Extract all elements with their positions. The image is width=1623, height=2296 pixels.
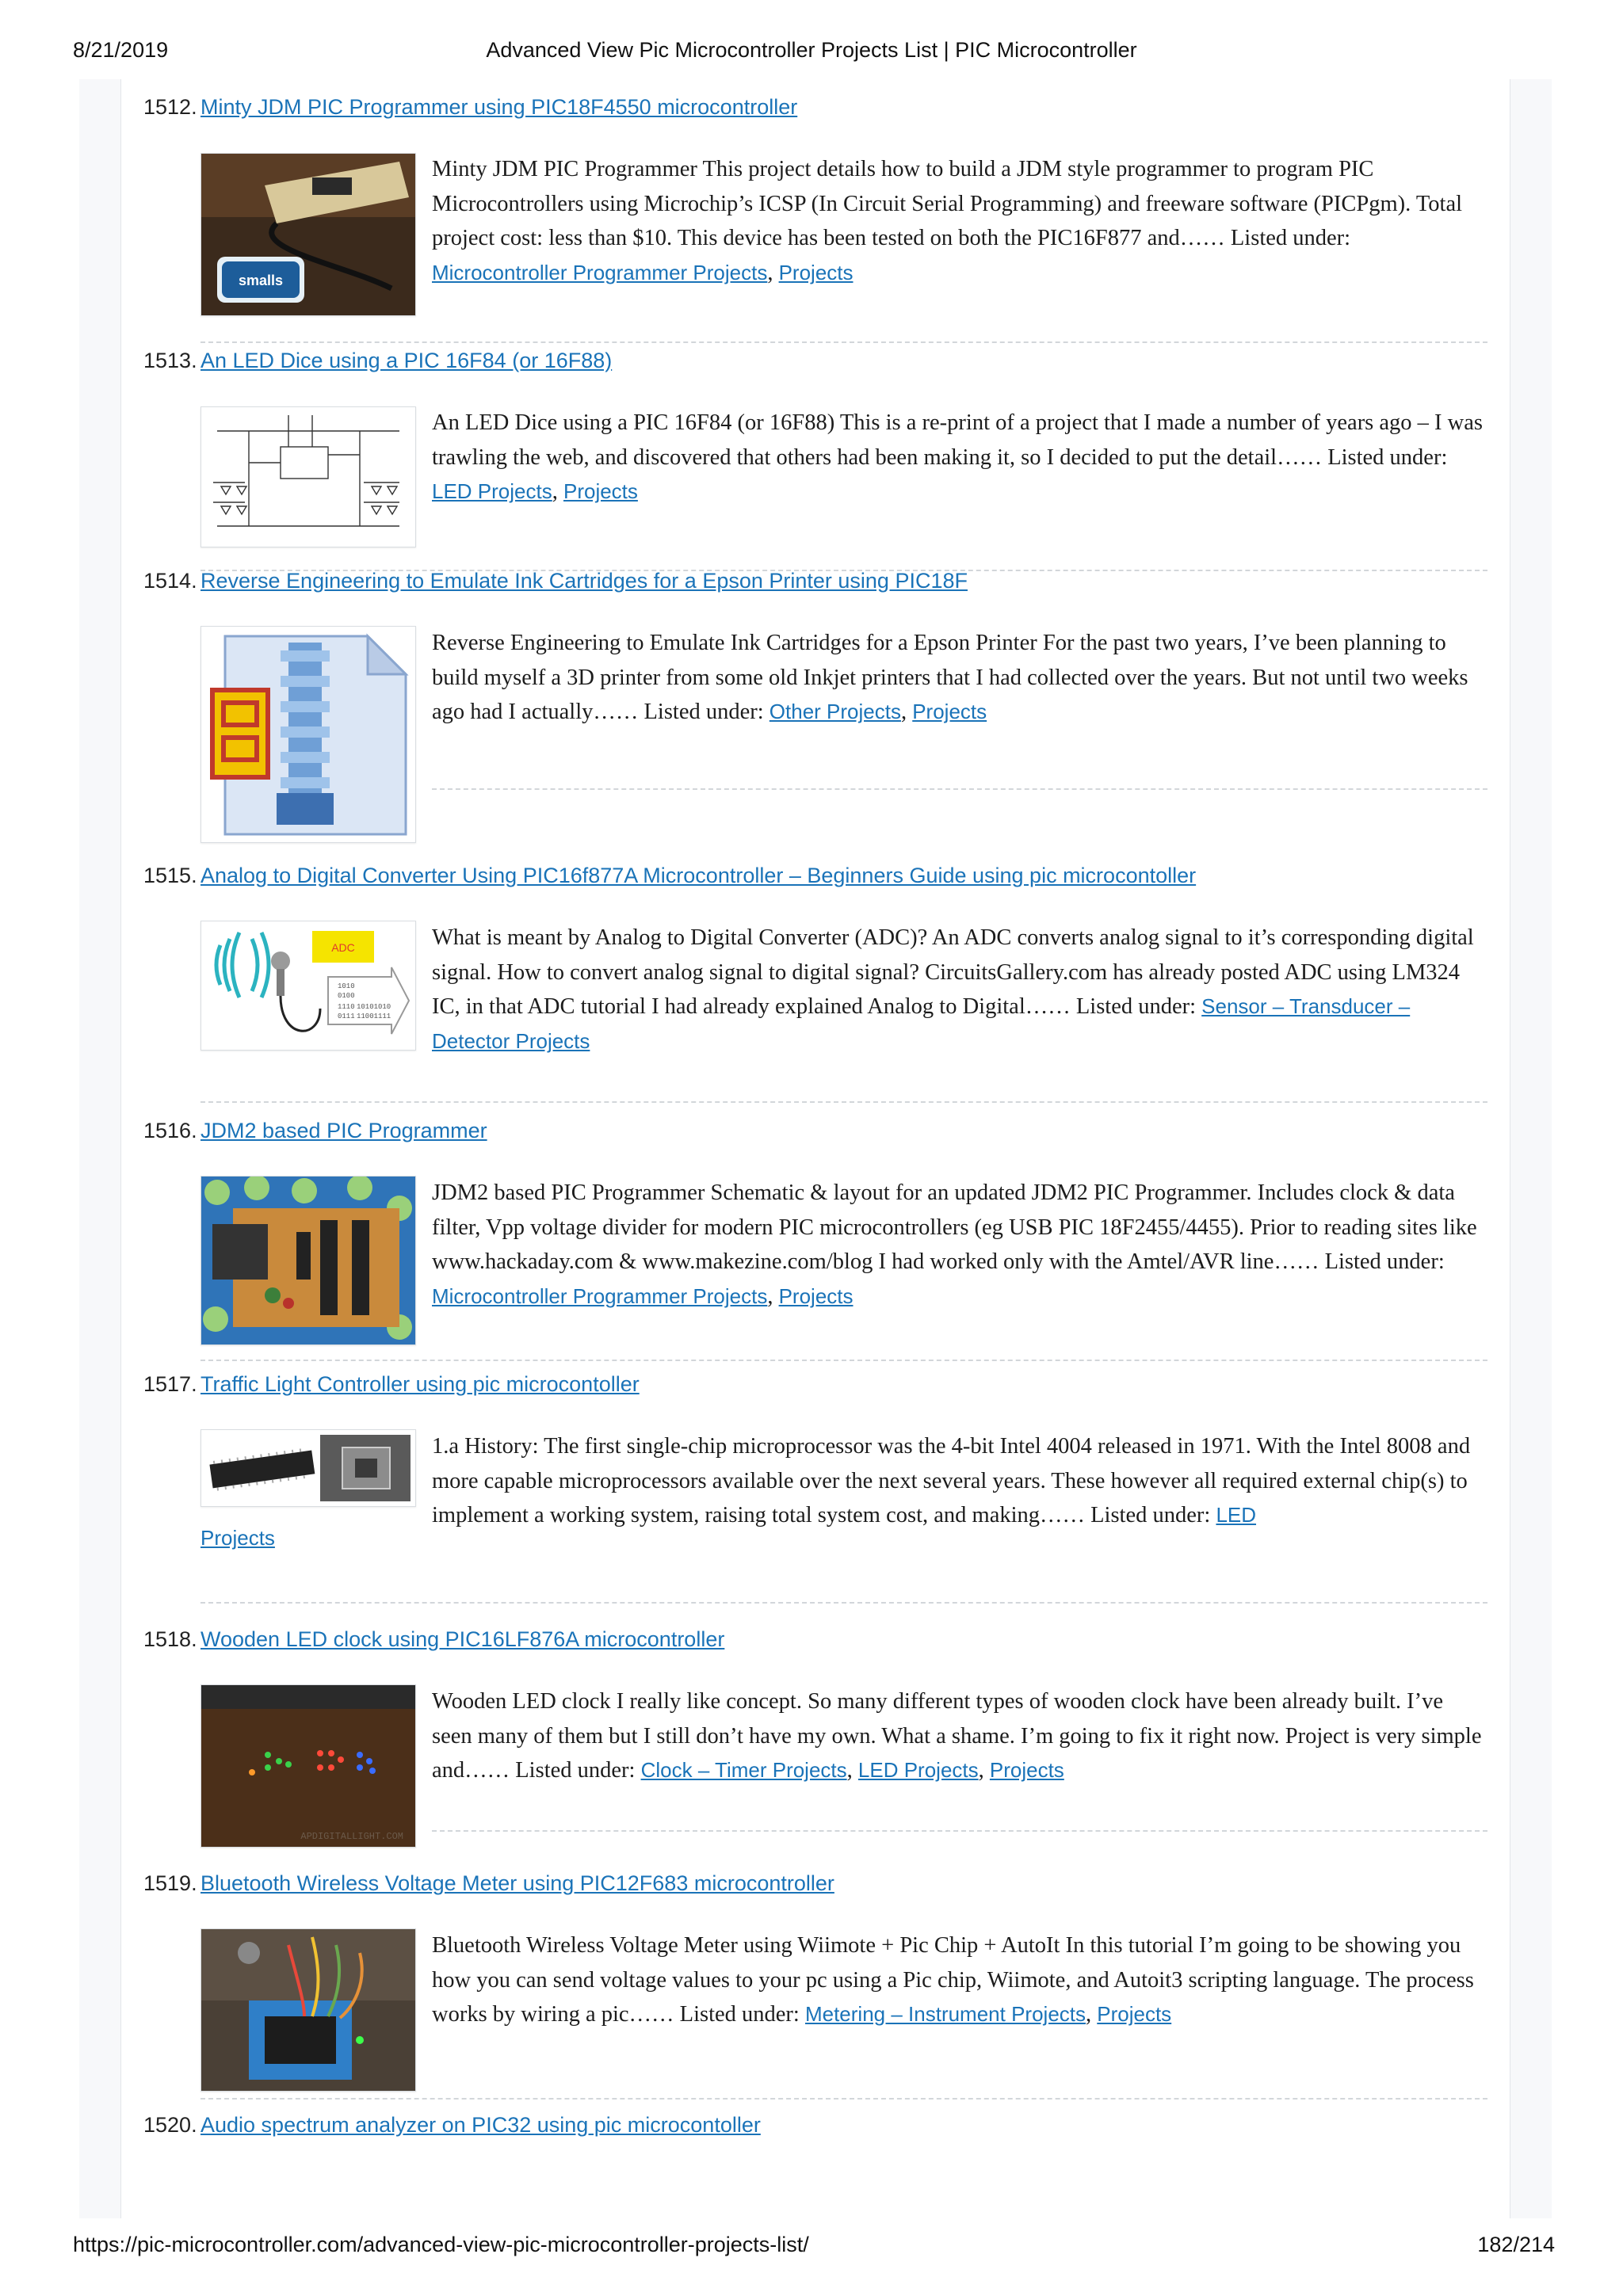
project-description: An LED Dice using a PIC 16F84 (or 16F88) This is a re-print of a project that I made a number of years ago – I was trawling the web, and discovered that others had been making it, so I decided to put the detail…… Listed under: LED Projects, Projects — [432, 410, 1483, 505]
entry-divider — [432, 1830, 1487, 1832]
pcb-board-image — [201, 1177, 415, 1344]
category-link[interactable]: LED Projects — [432, 479, 552, 504]
description-text: 1.a History: The first single-chip microprocessor was the 4-bit Intel 4004 released in 1971. With the Intel 8008 and more capable microprocessors available over the next several years. These however all required external chip(s) to implement a working system, raising total system cost, and making…… Listed under: — [432, 1434, 1471, 1528]
item-number: 1512. — [143, 95, 197, 119]
description-text: An LED Dice using a PIC 16F84 (or 16F88) This is a re-print of a project that I made a number of years ago – I was trawling the web, and discovered that others had been making it, so I decided to put the detail…… Listed under: — [432, 410, 1483, 470]
project-description: Minty JDM PIC Programmer This project details how to build a JDM style programmer to program PIC Microcontrollers using Microchip’s ICSP (In Circuit Serial Programming) and freeware software (PICPgm). Total project cost: less than $10. This device has been tested on both the PIC16F877 and…… Listed under: Microcontroller Programmer Projects, Projects — [432, 157, 1463, 285]
item-number: 1515. — [143, 864, 197, 887]
zip-file-icon — [201, 627, 415, 842]
category-link[interactable]: Projects — [563, 479, 638, 504]
print-header — [0, 38, 1623, 70]
item-number: 1513. — [143, 349, 197, 372]
project-title-link[interactable]: Traffic Light Controller using pic microcontoller — [200, 1372, 640, 1396]
item-number: 1518. — [143, 1627, 197, 1651]
project-title-link[interactable]: Analog to Digital Converter Using PIC16f877A Microcontroller – Beginners Guide using pic microcontoller — [200, 864, 1197, 887]
project-thumbnail — [200, 1176, 416, 1345]
project-thumbnail — [200, 406, 416, 547]
page-url: https://pic-microcontroller.com/advanced-view-pic-microcontroller-projects-list/ — [73, 2233, 809, 2256]
category-link[interactable]: Projects — [1097, 2002, 1172, 2027]
project-title-link[interactable]: Bluetooth Wireless Voltage Meter using PIC12F683 microcontroller — [200, 1871, 834, 1895]
project-description — [432, 1429, 1487, 1533]
project-title-link[interactable]: Wooden LED clock using PIC16LF876A microcontroller — [200, 1627, 725, 1651]
category-link[interactable]: Sensor – Transducer – Detector Projects — [432, 994, 1411, 1053]
entry-divider — [200, 1602, 1487, 1604]
thumbnail-label: smalls — [238, 273, 284, 288]
print-date: 8/21/2019 — [73, 38, 169, 62]
print-footer — [0, 2233, 1623, 2264]
description-text: What is meant by Analog to Digital Converter (ADC)? An ADC converts analog signal to it’s corresponding digital signal. How to convert analog signal to digital signal? CircuitsGallery.com has already posted ADC using LM324 IC, in that ADC tutorial I had already explained Analog to Digital…… Listed under: — [432, 925, 1474, 1020]
entry-divider — [432, 788, 1487, 790]
project-thumbnail — [200, 1928, 416, 2092]
description-text: Wooden LED clock I really like concept. So many different types of wooden clock have been already built. I’ve seen many of them but I still don’t have my own. What a shame. I’m going to fix it right now. Project is very simple and…… Listed under: — [432, 1689, 1482, 1783]
entry-divider — [200, 2098, 1487, 2100]
project-title-link[interactable]: JDM2 based PIC Programmer — [200, 1119, 487, 1142]
voltage-meter-image — [201, 1929, 415, 2091]
project-title-link[interactable]: An LED Dice using a PIC 16F84 (or 16F88) — [200, 349, 613, 372]
svg-text:1010: 1010 — [338, 982, 355, 990]
watermark-label: APDIGITALLIGHT.COM — [300, 1831, 403, 1842]
category-link[interactable]: Projects — [200, 1526, 275, 1550]
wooden-clock-image — [201, 1685, 415, 1847]
category-link[interactable]: Clock – Timer Projects — [640, 1758, 847, 1783]
project-description: Reverse Engineering to Emulate Ink Cartridges for a Epson Printer For the past two years, I’ve been planning to build myself a 3D printer from some old Inkjet printers that I had collected over the years. But not until two weeks ago had I actually…… Listed under: Other Projects, Projects — [432, 631, 1468, 725]
category-link[interactable]: LED — [1216, 1503, 1257, 1527]
schematic-image — [201, 407, 415, 547]
project-thumbnail — [200, 153, 416, 316]
project-thumbnail — [200, 626, 416, 843]
project-description: Bluetooth Wireless Voltage Meter using Wiimote + Pic Chip + AutoIt In this tutorial I’m going to be showing you how you can send voltage values to your pc using a Pic chip, Wiimote, and Autoit3 scripting language. The process works by wiring a pic…… Listed under: Metering – Instrument Projects, Projects — [432, 1933, 1474, 2027]
project-thumbnail — [200, 1684, 416, 1848]
category-link[interactable]: LED Projects — [857, 1758, 979, 1783]
entry-divider — [200, 341, 1487, 343]
svg-text:1110: 1110 — [338, 1003, 355, 1011]
svg-text:11001111: 11001111 — [357, 1013, 391, 1020]
project-title-link[interactable]: Reverse Engineering to Emulate Ink Cartridges for a Epson Printer using PIC18F — [200, 569, 968, 593]
project-description: Wooden LED clock I really like concept. So many different types of wooden clock have been already built. I’ve seen many of them but I still don’t have my own. What a shame. I’m going to fix it right now. Project is very simple and…… Listed under: Clock – Timer Projects, LED Projects, Projects — [432, 1689, 1482, 1783]
category-link[interactable]: Metering – Instrument Projects — [804, 2002, 1086, 2027]
item-number: 1514. — [143, 569, 197, 593]
document-title: Advanced View Pic Microcontroller Projects List | PIC Microcontroller — [486, 38, 1137, 62]
category-link[interactable]: Microcontroller Programmer Projects — [432, 260, 768, 284]
category-link[interactable]: Projects — [912, 700, 987, 724]
microprocessor-chip-image — [201, 1430, 415, 1506]
page-number: 182/214 — [1477, 2233, 1555, 2256]
project-thumbnail — [200, 921, 416, 1051]
entry-divider — [200, 1360, 1487, 1361]
description-text: Reverse Engineering to Emulate Ink Cartridges for a Epson Printer For the past two years, I’ve been planning to build myself a 3D printer from some old Inkjet printers that I had collected over the years. But not until two weeks ago had I actually…… Listed under: — [432, 631, 1468, 725]
item-number: 1520. — [143, 2113, 197, 2137]
project-description — [432, 921, 1487, 1058]
project-title-link[interactable]: Audio spectrum analyzer on PIC32 using pic microcontoller — [200, 2113, 761, 2137]
category-link[interactable]: Projects — [778, 260, 854, 284]
item-number: 1519. — [143, 1871, 197, 1895]
adc-label: ADC — [331, 941, 355, 954]
item-number: 1516. — [143, 1119, 197, 1142]
project-description: JDM2 based PIC Programmer Schematic & layout for an updated JDM2 PIC Programmer. Includes clock & data filter, Vpp voltage divider for modern PIC microcontrollers (eg USB PIC 18F2455/4455). Prior to reading sites like www.hackaday.com & www.makezine.com/blog I had worked only with the Amtel/AVR line…… Listed under: Microcontroller Programmer Projects, Projects — [432, 1180, 1477, 1309]
description-text: Minty JDM PIC Programmer This project details how to build a JDM style programmer to program PIC Microcontrollers using Microchip’s ICSP (In Circuit Serial Programming) and freeware software (PICPgm). Total project cost: less than $10. This device has been tested on both the PIC16F877 and…… Listed under: — [432, 157, 1463, 251]
svg-text:10101010: 10101010 — [357, 1003, 391, 1011]
project-title-link[interactable]: Minty JDM PIC Programmer using PIC18F4550 microcontroller — [200, 95, 798, 119]
thumbnail-image — [201, 154, 415, 315]
adc-diagram-image — [201, 921, 415, 1050]
category-link[interactable]: Projects — [989, 1758, 1064, 1783]
category-link[interactable]: Other Projects — [769, 700, 901, 724]
category-continuation — [200, 1526, 275, 1550]
project-list-column — [120, 79, 1510, 2218]
item-number: 1517. — [143, 1372, 197, 1396]
svg-text:0111: 0111 — [338, 1013, 355, 1020]
project-thumbnail — [200, 1429, 416, 1507]
category-link[interactable]: Microcontroller Programmer Projects — [432, 1283, 768, 1308]
category-link[interactable]: Projects — [778, 1283, 854, 1308]
entry-divider — [200, 1101, 1487, 1103]
description-text: Bluetooth Wireless Voltage Meter using Wiimote + Pic Chip + AutoIt In this tutorial I’m going to be showing you how you can send voltage values to your pc using a Pic chip, Wiimote, and Autoit3 scripting language. The process works by wiring a pic…… Listed under: — [432, 1933, 1474, 2027]
svg-text:0100: 0100 — [338, 992, 355, 1000]
description-text: JDM2 based PIC Programmer Schematic & layout for an updated JDM2 PIC Programmer. Includes clock & data filter, Vpp voltage divider for modern PIC microcontrollers (eg USB PIC 18F2455/4455). Prior to reading sites like www.hackaday.com & www.makezine.com/blog I had worked only with the Amtel/AVR line…… Listed under: — [432, 1180, 1477, 1275]
